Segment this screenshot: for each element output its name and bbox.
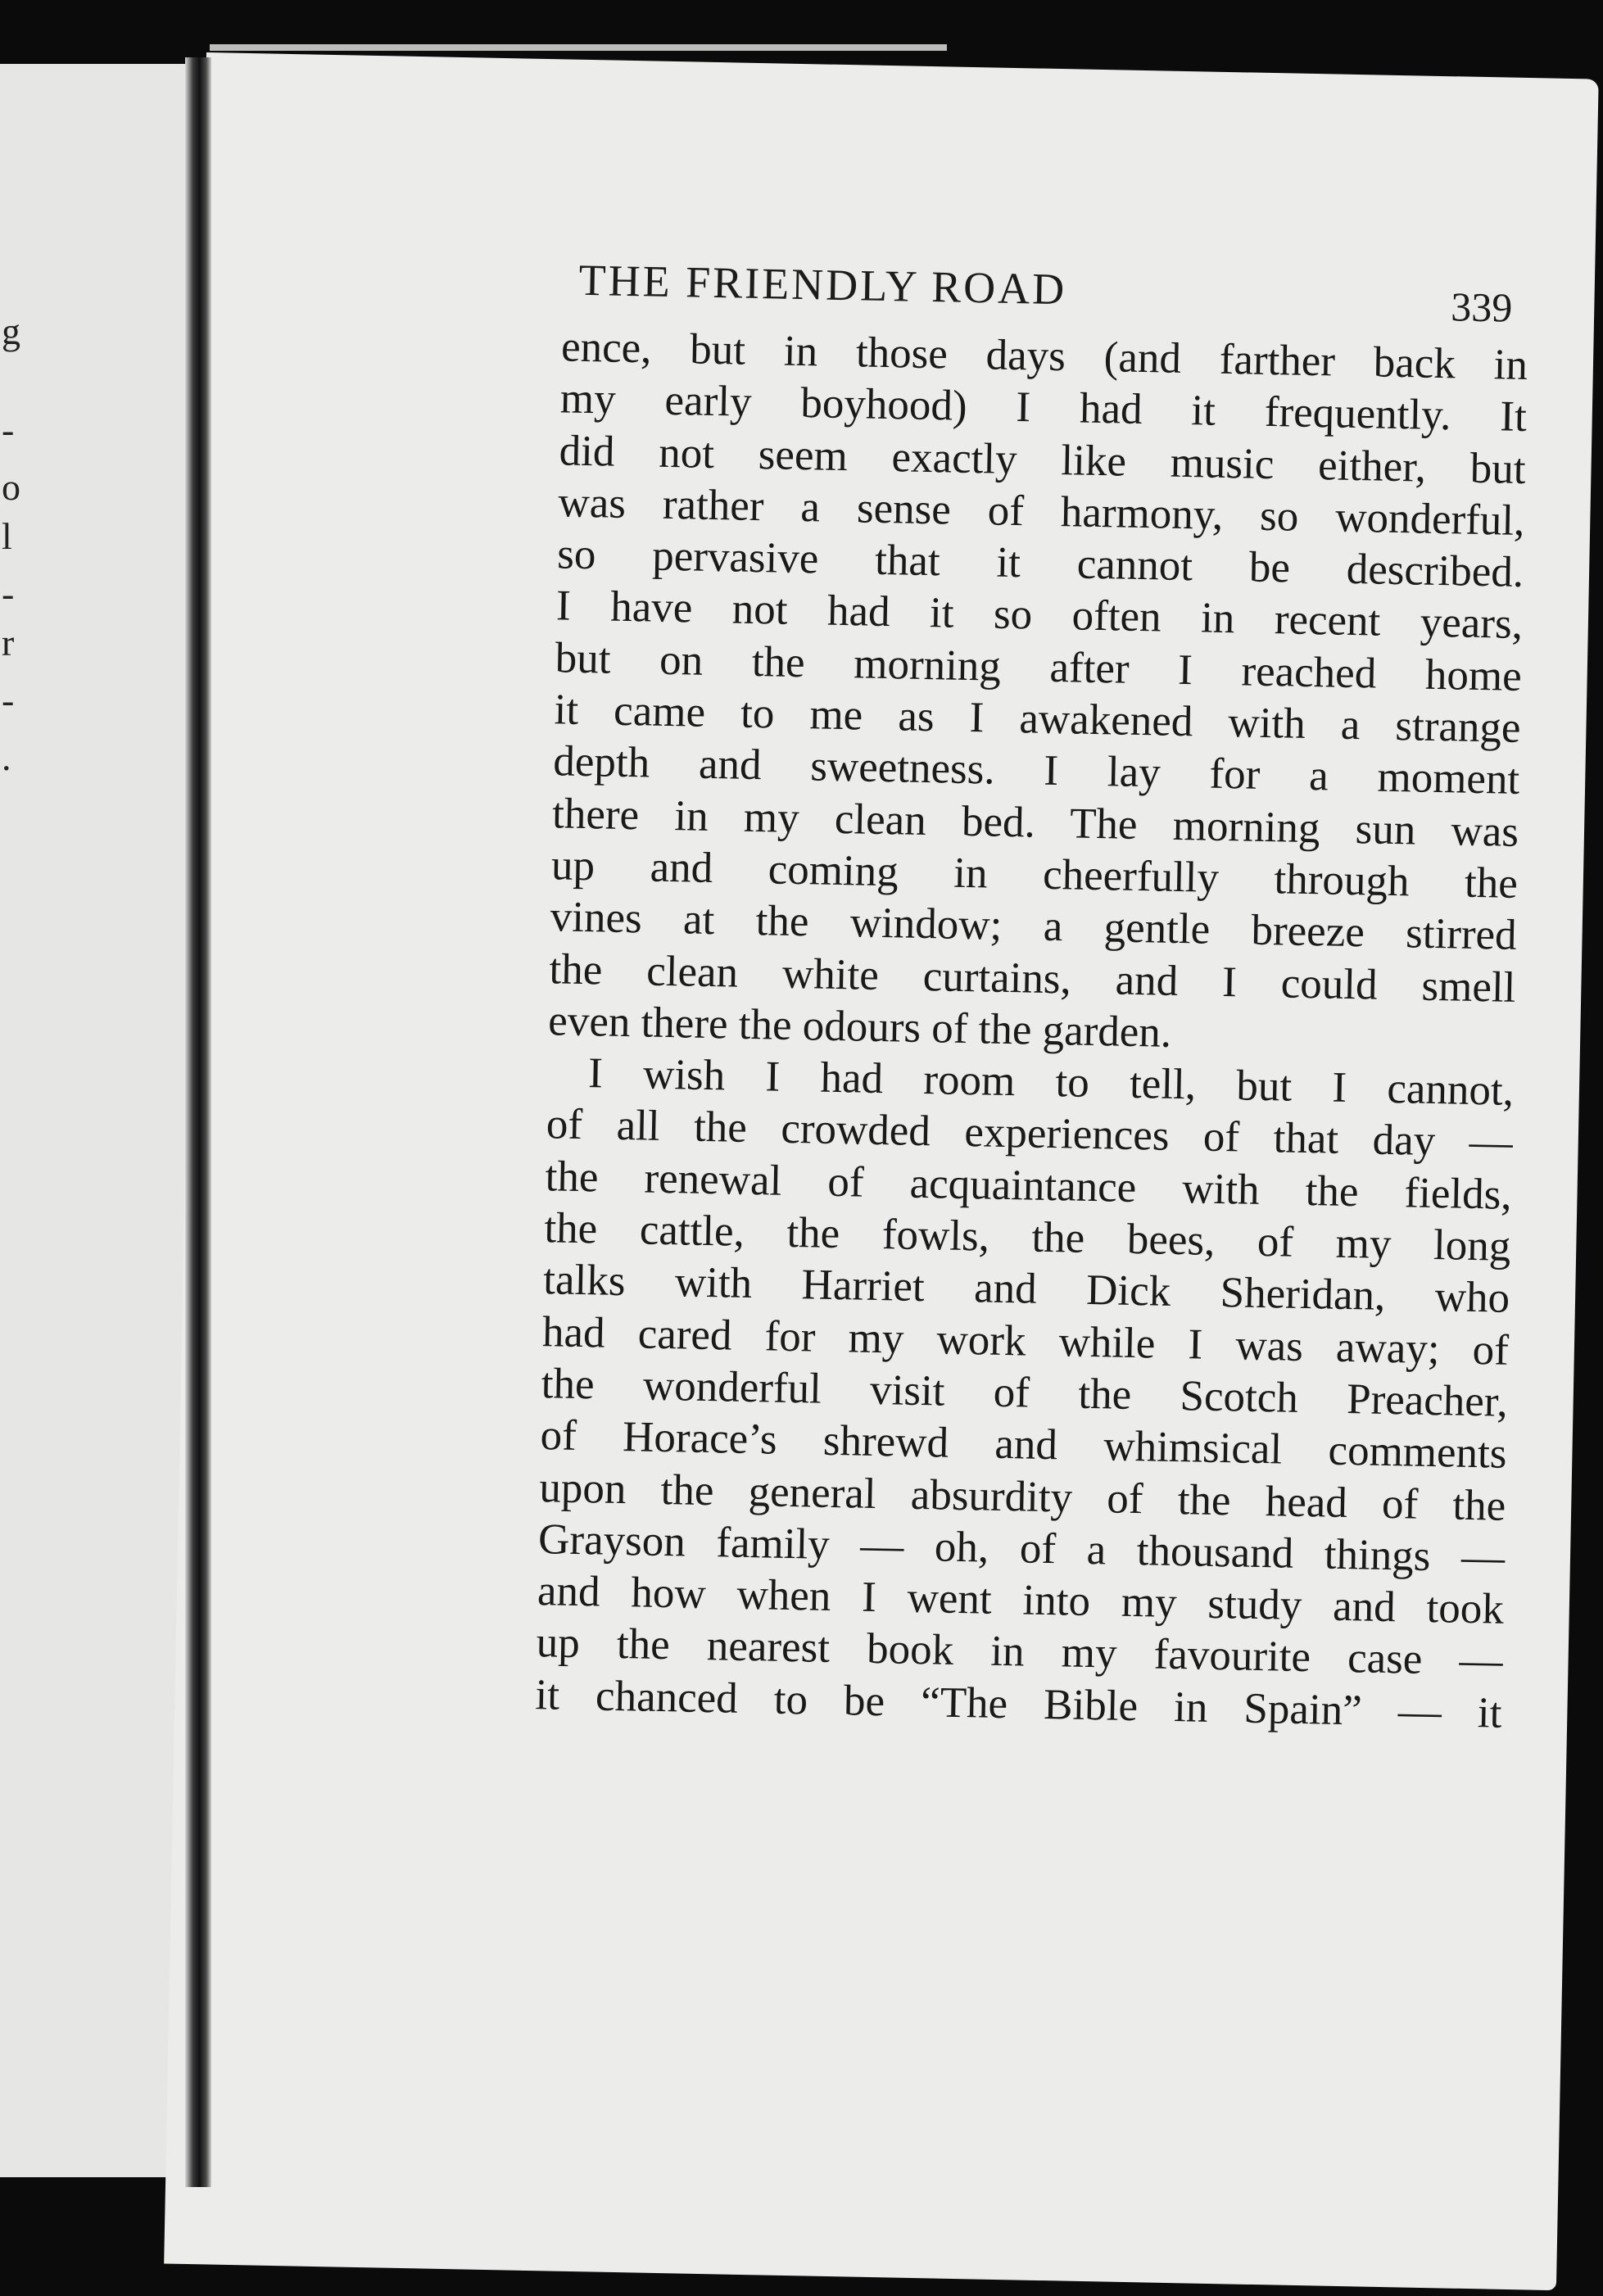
left-page-fragment: - <box>2 679 15 721</box>
text-line: but on the morning after I reached home <box>555 634 1523 700</box>
left-page-fragment: r <box>2 622 15 663</box>
text-line: upon the general absurdity of the head of the <box>538 1463 1506 1530</box>
text-line: ence, but in those days (and farther back in <box>560 323 1528 390</box>
book-gutter <box>185 57 211 2187</box>
text-line: the cattle, the fowls, the bees, of my long <box>543 1204 1511 1270</box>
running-title: THE FRIENDLY ROAD <box>578 255 1067 315</box>
text-line: had cared for my work while I was away; of <box>541 1307 1510 1374</box>
left-page-fragment: g <box>2 310 20 352</box>
text-line: I have not had it so often in recent years, <box>555 582 1524 649</box>
text-line: it came to me as I awakened with a strange <box>554 686 1522 753</box>
page-body-text <box>535 321 1528 1739</box>
left-page-fragment: . <box>2 736 11 778</box>
right-book-page <box>164 52 1599 2290</box>
text-line: and how when I went into my study and took <box>537 1567 1505 1633</box>
text-line: Grayson family — oh, of a thousand things — <box>537 1515 1506 1582</box>
text-line: did not seem exactly like music either, but <box>559 426 1527 493</box>
text-line: up and coming in cheerfully through the <box>550 841 1519 908</box>
left-page-fragment: l <box>2 515 12 557</box>
text-line: was rather a sense of harmony, so wonderful, <box>557 478 1525 545</box>
text-line: of all the crowded experiences of that day — <box>546 1100 1514 1167</box>
text-line: the clean white curtains, and I could smell <box>549 944 1516 1012</box>
left-page-fragment: o <box>2 466 20 508</box>
text-line: even there the odours of the garden. <box>547 997 1172 1057</box>
left-page-fragment: - <box>2 409 15 451</box>
page-number: 339 <box>1450 283 1513 331</box>
text-line: so pervasive that it cannot be described. <box>556 530 1524 597</box>
page-top-edge <box>210 44 947 51</box>
text-line: my early boyhood) I had it frequently. It <box>559 374 1528 442</box>
text-line: talks with Harriet and Dick Sheridan, who <box>542 1256 1510 1323</box>
left-facing-page <box>0 64 193 2177</box>
text-line: the wonderful visit of the Scotch Preacher, <box>541 1360 1509 1426</box>
text-line: it chanced to be “The Bible in Spain” — it <box>535 1670 1502 1737</box>
text-line: vines at the window; a gentle breeze stirred <box>550 893 1518 960</box>
text-line: there in my clean bed. The morning sun was <box>551 789 1519 856</box>
text-line: up the nearest book in my favourite case — <box>536 1619 1504 1686</box>
text-line: depth and sweetness. I lay for a moment <box>552 737 1520 804</box>
left-page-fragment: - <box>2 573 15 614</box>
text-line: the renewal of acquaintance with the fields, <box>545 1152 1513 1219</box>
text-line: of Horace’s shrewd and whimsical comments <box>540 1411 1508 1479</box>
text-line: I wish I had room to tell, but I cannot, <box>587 1049 1515 1116</box>
